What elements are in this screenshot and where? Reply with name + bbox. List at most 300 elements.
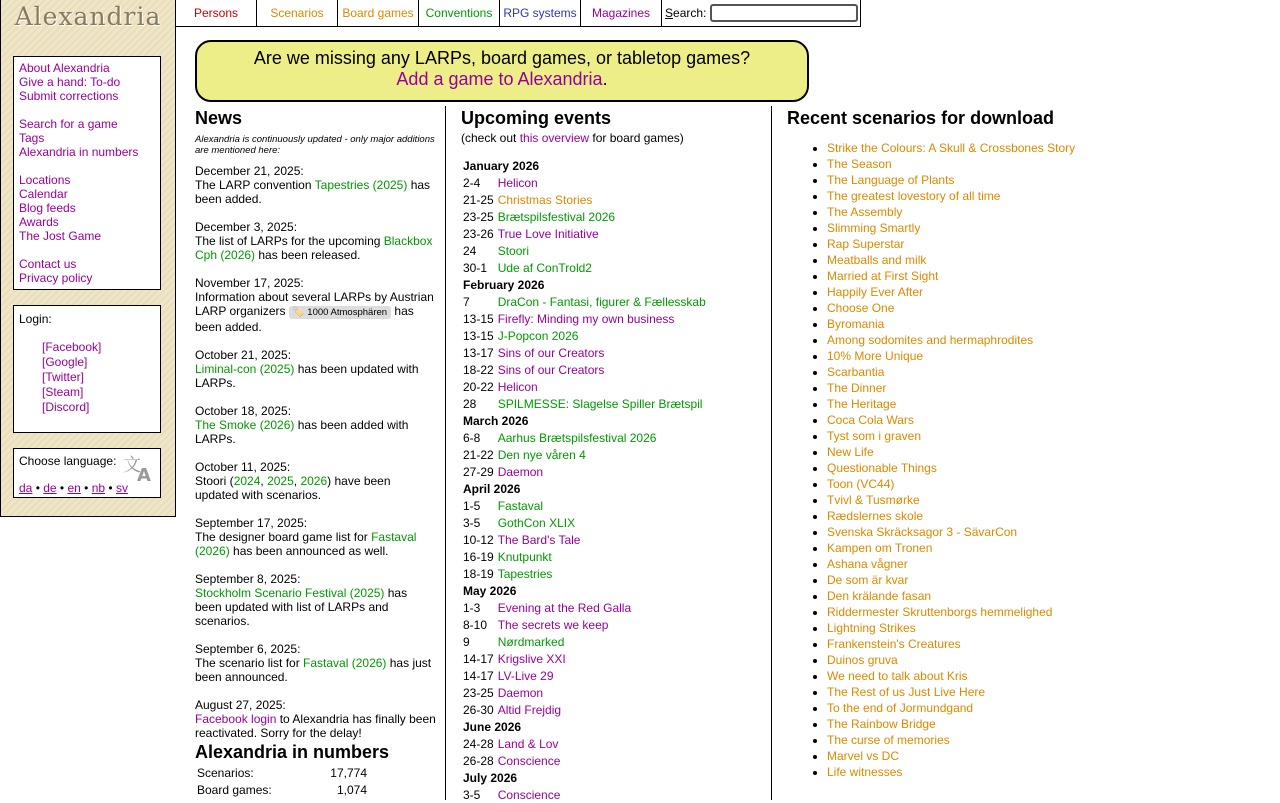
news-item [195,642,437,684]
nav-item[interactable]: Magazines [581,0,662,26]
language-separator: • [105,481,116,495]
event-date: 20-22 [463,379,494,394]
news-text-part: , [293,474,301,488]
scenario-link[interactable]: Meatballs and milk [827,253,927,267]
event-date: 1-3 [463,600,481,615]
scenario-link[interactable]: Kampen om Tronen [827,541,933,555]
login-label: Login: [19,312,52,326]
event-row [461,446,708,463]
event-link[interactable]: Altid Frejdig [497,702,562,717]
numbers-row [197,764,367,781]
svg-text:A: A [137,465,151,482]
events-title: Upcoming events [461,108,612,128]
scenario-list [787,140,1075,780]
event-date: 18-22 [463,362,494,377]
event-link[interactable]: Evening at the Red Galla [497,600,632,615]
event-link[interactable]: Helicon [497,175,538,190]
scenario-link[interactable]: We need to talk about Kris [827,669,968,683]
event-date: 13-15 [463,328,494,343]
sidebar-link[interactable]: Alexandria in numbers [19,145,139,159]
news-link[interactable]: 2026 [300,474,328,488]
numbers-title: Alexandria in numbers [195,742,390,762]
event-date: 21-22 [463,447,494,462]
event-link[interactable]: DraCon - Fantasi, figurer & Fællesskab [497,294,706,309]
event-row [461,344,708,361]
event-cell [496,786,708,803]
sidebar-links-box [13,56,161,290]
event-link[interactable]: Daemon [497,685,544,700]
event-cell [496,344,708,361]
event-row [461,378,708,395]
news-title: News [195,108,243,128]
news-text [195,362,437,390]
event-link[interactable]: Knutpunkt [497,549,552,564]
event-link[interactable]: Brætspilsfestival 2026 [497,209,616,224]
news-text-part: has been released. [255,248,361,262]
event-date: 18-19 [463,566,494,581]
event-month: April 2026 [463,481,521,496]
event-row [461,565,708,582]
news-note: Alexandria is continuously updated - only major additions are mentioned here: [195,134,435,156]
event-row [461,310,708,327]
language-link[interactable]: sv [115,481,128,495]
event-cell [496,446,708,463]
scenario-link[interactable]: Married at First Sight [827,269,939,283]
news-link[interactable]: The Smoke (2026) [195,418,295,432]
scenario-item [827,380,1075,396]
scenario-link[interactable]: Marvel vs DC [827,749,900,763]
news-text-part: ) have been updated with scenarios. [195,474,391,502]
event-date: 23-25 [463,209,494,224]
news-link[interactable]: Fastaval (2026) [195,530,417,558]
event-date: 26-30 [463,702,494,717]
scenario-item [827,476,1075,492]
scenario-link[interactable]: Strike the Colours: A Skull & Crossbones Story [827,141,1076,155]
login-providers [19,340,160,415]
news-text-part: The LARP convention [195,178,315,192]
scenario-link[interactable]: Choose One [827,301,895,315]
news-link[interactable]: 2024 [233,474,261,488]
event-date: 14-17 [463,668,494,683]
event-row [461,361,708,378]
news-text [195,290,437,334]
event-link[interactable]: True Love Initiative [497,226,599,241]
event-row [461,429,708,446]
numbers-value: 1,074 [336,782,367,797]
site-logo[interactable]: Alexandria [14,2,162,31]
event-link[interactable]: Krigslive XXI [497,651,566,666]
event-cell [496,599,708,616]
language-link[interactable]: de [43,481,57,495]
event-row [461,191,708,208]
news-text-part: has been announced as well. [229,544,389,558]
event-cell [496,514,708,531]
sidebar-link[interactable]: Give a hand: To-do [19,75,121,89]
event-link[interactable]: LV-Live 29 [497,668,554,683]
news-date: September 8, 2025: [195,572,301,586]
event-month: June 2026 [463,719,522,734]
scenario-link[interactable]: Life witnesses [827,765,903,779]
scenario-link[interactable]: Ashana vågner [827,557,908,571]
login-provider-link[interactable]: [Discord] [42,400,90,414]
scenario-link[interactable]: Rap Superstar [827,237,905,251]
scenario-link[interactable]: Coca Cola Wars [827,413,914,427]
event-row [461,242,708,259]
news-link[interactable]: Tapestries (2025) [314,178,408,192]
scenario-link[interactable]: Byromania [827,317,885,331]
event-row [461,684,708,701]
sidebar-link[interactable]: Contact us [19,257,77,271]
scenario-item [827,620,1075,636]
event-cell [496,378,708,395]
search-area [662,0,860,26]
news-text-part: Information about several LARPs by Austrian LARP organizers [195,290,434,318]
overview-link[interactable]: this overview [519,131,590,145]
scenario-item [827,268,1075,284]
news-text [195,234,437,262]
event-date: 21-25 [463,192,494,207]
event-row [461,174,708,191]
scenario-link[interactable]: Svenska Skräcksagor 3 - SävarCon [827,525,1018,539]
event-cell [496,633,708,650]
news-link[interactable]: Stockholm Scenario Festival (2025) [195,586,385,600]
language-link[interactable]: da [19,481,33,495]
news-text-part: The list of LARPs for the upcoming [195,234,384,248]
scenario-link[interactable]: The Assembly [827,205,903,219]
news-item [195,460,437,502]
news-link[interactable]: Facebook login [195,712,277,726]
banner-text: Are we missing any LARPs, board games, or tabletop games? [253,48,751,68]
scenario-link[interactable]: Rædslernes skole [827,509,924,523]
news-column [195,108,437,754]
event-date: 16-19 [463,549,494,564]
divider [771,106,772,800]
scenario-item [827,540,1075,556]
sidebar [0,0,176,517]
scenario-item [827,236,1075,252]
scenario-link[interactable]: Slimming Smartly [827,221,921,235]
scenario-item [827,412,1075,428]
scenario-link[interactable]: Lightning Strikes [827,621,916,635]
scenario-link[interactable]: The Rainbow Bridge [827,717,936,731]
event-date: 3-5 [463,787,481,802]
news-link[interactable]: 2025 [267,474,294,488]
scenario-link[interactable]: Tvivl & Tusmørke [827,493,920,507]
search-input[interactable] [710,4,858,22]
scenario-item [827,588,1075,604]
event-cell [496,616,708,633]
event-row [461,616,708,633]
event-row [461,701,708,718]
news-text [195,418,437,446]
login-provider-link[interactable]: [Google] [42,355,88,369]
event-link[interactable]: The Bard's Tale [497,532,581,547]
scenario-link[interactable]: The Heritage [827,397,897,411]
scenario-item [827,508,1075,524]
event-cell [496,565,708,582]
event-cell [496,429,708,446]
news-item [195,276,437,334]
event-link[interactable]: Land & Lov [497,736,559,751]
event-link[interactable]: Den nye våren 4 [497,447,586,462]
scenario-link[interactable]: To the end of Jormundgand [827,701,974,715]
scenario-item [827,700,1075,716]
news-link[interactable]: Liminal-con (2025) [195,362,295,376]
event-cell [496,259,708,276]
event-month: January 2026 [463,158,540,173]
language-link[interactable]: en [67,481,81,495]
scenario-link[interactable]: Toon (VC44) [827,477,895,491]
scenario-item [827,716,1075,732]
numbers-row [197,781,367,798]
scenario-item [827,300,1075,316]
tag-badge[interactable]: 🏷️ 1000 Atmosphären [289,306,391,319]
login-provider-link[interactable]: [Steam] [42,385,84,399]
news-item [195,516,437,558]
news-date: December 3, 2025: [195,220,298,234]
event-date: 13-15 [463,311,494,326]
sidebar-link[interactable]: Calendar [19,187,68,201]
sidebar-link[interactable]: Privacy policy [19,271,93,285]
event-link[interactable]: Firefly: Minding my own business [497,311,675,326]
scenario-item [827,188,1075,204]
scenario-link[interactable]: Among sodomites and hermaphrodites [827,333,1034,347]
scenario-link[interactable]: Duinos gruva [827,653,898,667]
scenario-link[interactable]: The Rest of us Just Live Here [827,685,986,699]
event-cell [496,463,708,480]
spacer [19,103,160,117]
news-text-part: has been updated with LARPs. [195,362,419,390]
event-cell [496,361,708,378]
event-cell [496,174,708,191]
event-date: 27-29 [463,464,494,479]
language-separator: • [32,481,44,495]
missing-games-banner: Are we missing any LARPs, board games, or tabletop games? Add a game to Alexandria. [195,40,809,102]
event-cell [496,327,708,344]
scenario-link[interactable]: Happily Ever After [827,285,924,299]
scenario-item [827,428,1075,444]
event-link[interactable]: Ude af ConTrold2 [497,260,592,275]
scenario-item [827,732,1075,748]
event-row [461,582,708,599]
scenario-item [827,204,1075,220]
event-cell [496,735,708,752]
language-separator: • [80,481,92,495]
news-link[interactable]: Blackbox Cph (2026) [195,234,433,262]
event-link[interactable]: J-Popcon 2026 [497,328,579,343]
news-text-part: has been added. [195,304,414,334]
event-cell [496,684,708,701]
language-link[interactable]: nb [91,481,106,495]
news-text-part: has just been announced. [195,656,432,684]
scenario-item [827,668,1075,684]
event-date: 2-4 [463,175,481,190]
event-link[interactable]: Aarhus Brætspilsfestival 2026 [497,430,657,445]
event-link[interactable]: The secrets we keep [497,617,609,632]
news-text-part: to Alexandria has finally been reactivated. Sorry for the delay! [195,712,436,740]
events-table [461,157,708,803]
event-month: February 2026 [463,277,545,292]
event-row [461,599,708,616]
scenario-link[interactable]: The greatest lovestory of all time [827,189,1001,203]
scenario-item [827,764,1075,780]
scenario-item [827,140,1075,156]
event-cell [496,548,708,565]
event-row [461,157,708,174]
news-item [195,220,437,262]
news-text [195,474,437,502]
event-row [461,718,708,735]
scenario-link[interactable]: Tyst som i graven [827,429,922,443]
event-link[interactable]: Conscience [497,753,561,768]
spacer [19,243,160,257]
spacer [19,159,160,173]
nav-item[interactable]: Persons [176,0,257,26]
event-row [461,650,708,667]
event-link[interactable]: Christmas Stories [497,192,593,207]
login-provider-link[interactable]: [Twitter] [42,370,85,384]
sidebar-link[interactable]: About Alexandria [19,61,110,75]
sidebar-link[interactable]: Tags [19,131,45,145]
event-date: 14-17 [463,651,494,666]
scenario-item [827,284,1075,300]
news-text-part: The scenario list for [195,656,304,670]
numbers-label: Board games: [197,782,272,797]
scenario-item [827,748,1075,764]
news-text-part: has been updated with list of LARPs and scenarios. [195,586,408,628]
scenario-link[interactable]: The Language of Plants [827,173,955,187]
sidebar-link[interactable]: Awards [19,215,59,229]
scenario-item [827,572,1075,588]
scenario-link[interactable]: De som är kvar [827,573,909,587]
news-text-part: The designer board game list for [195,530,372,544]
event-link[interactable]: Sins of our Creators [497,362,605,377]
scenario-link[interactable]: The Season [827,157,892,171]
event-row [461,412,708,429]
event-row [461,548,708,565]
news-text-part: has been added with LARPs. [195,418,409,446]
login-box [13,305,161,433]
event-row [461,480,708,497]
event-date: 26-28 [463,753,494,768]
event-link[interactable]: Fastaval [497,498,544,513]
nav-item[interactable]: Conventions [419,0,500,26]
scenario-link[interactable]: 10% More Unique [827,349,924,363]
sidebar-link[interactable]: Locations [19,173,71,187]
sidebar-link[interactable]: The Jost Game [19,229,102,243]
event-cell [496,395,708,412]
scenario-link[interactable]: Scarbantia [827,365,885,379]
translate-icon [123,454,155,482]
scenario-item [827,460,1075,476]
news-text [195,530,437,558]
event-cell [496,191,708,208]
scenario-item [827,220,1075,236]
news-text [195,656,437,684]
nav-item[interactable]: RPG systems [500,0,581,26]
event-cell [496,531,708,548]
event-date: 23-25 [463,685,494,700]
scenario-link[interactable]: The Dinner [827,381,887,395]
event-month: March 2026 [463,413,529,428]
event-link[interactable]: Stoori [497,243,530,258]
scenarios-title: Recent scenarios for download [787,108,1055,128]
sidebar-link[interactable]: Search for a game [19,117,118,131]
event-date: 3-5 [463,515,481,530]
event-link[interactable]: SPILMESSE: Slagelse Spiller Brætspil [497,396,703,411]
event-row [461,497,708,514]
sidebar-link[interactable]: Submit corrections [19,89,119,103]
nav-item[interactable]: Scenarios [257,0,338,26]
scenario-link[interactable]: Frankenstein's Creatures [827,637,961,651]
event-link[interactable]: Daemon [497,464,544,479]
event-link[interactable]: Nørdmarked [497,634,565,649]
event-link[interactable]: GothCon XLIX [497,515,576,530]
event-row [461,786,708,803]
scenario-item [827,332,1075,348]
scenario-link[interactable]: New Life [827,445,874,459]
news-item [195,572,437,628]
event-date: 8-10 [463,617,488,632]
scenario-item [827,636,1075,652]
news-text [195,178,437,206]
scenario-item [827,172,1075,188]
event-cell [496,242,708,259]
event-row [461,752,708,769]
scenario-item [827,652,1075,668]
scenario-link[interactable]: Riddermester Skruttenborgs hemmelighed [827,605,1053,619]
add-game-link[interactable]: Add a game to Alexandria [396,69,603,89]
login-provider-link[interactable]: [Facebook] [42,340,102,354]
scenario-item [827,684,1075,700]
news-text-part: , [260,474,268,488]
event-link[interactable]: Tapestries [497,566,553,581]
event-month: July 2026 [463,770,518,785]
scenario-item [827,444,1075,460]
event-row [461,293,708,310]
nav-item[interactable]: Board games [338,0,419,26]
event-date: 24 [463,243,477,258]
news-date: October 18, 2025: [195,404,292,418]
news-text [195,586,437,628]
event-link[interactable]: Sins of our Creators [497,345,605,360]
news-date: December 21, 2025: [195,164,304,178]
event-row [461,259,708,276]
scenario-link[interactable]: Questionable Things [827,461,937,475]
scenario-item [827,252,1075,268]
sidebar-link[interactable]: Blog feeds [19,201,76,215]
event-row [461,395,708,412]
event-link[interactable]: Conscience [497,787,561,802]
event-date: 23-26 [463,226,494,241]
event-row [461,667,708,684]
news-date: November 17, 2025: [195,276,304,290]
scenario-link[interactable]: The curse of memories [827,733,950,747]
news-link[interactable]: Fastaval (2026) [303,656,387,670]
scenario-link[interactable]: Den krälande fasan [827,589,932,603]
scenario-item [827,604,1075,620]
event-link[interactable]: Helicon [497,379,538,394]
news-date: October 21, 2025: [195,348,292,362]
news-text [195,712,437,740]
language-box [13,448,161,498]
event-month: May 2026 [463,583,517,598]
scenario-item [827,396,1075,412]
event-cell [496,225,708,242]
news-text-part: Stoori ( [195,474,234,488]
event-cell [496,497,708,514]
event-date: 13-17 [463,345,494,360]
